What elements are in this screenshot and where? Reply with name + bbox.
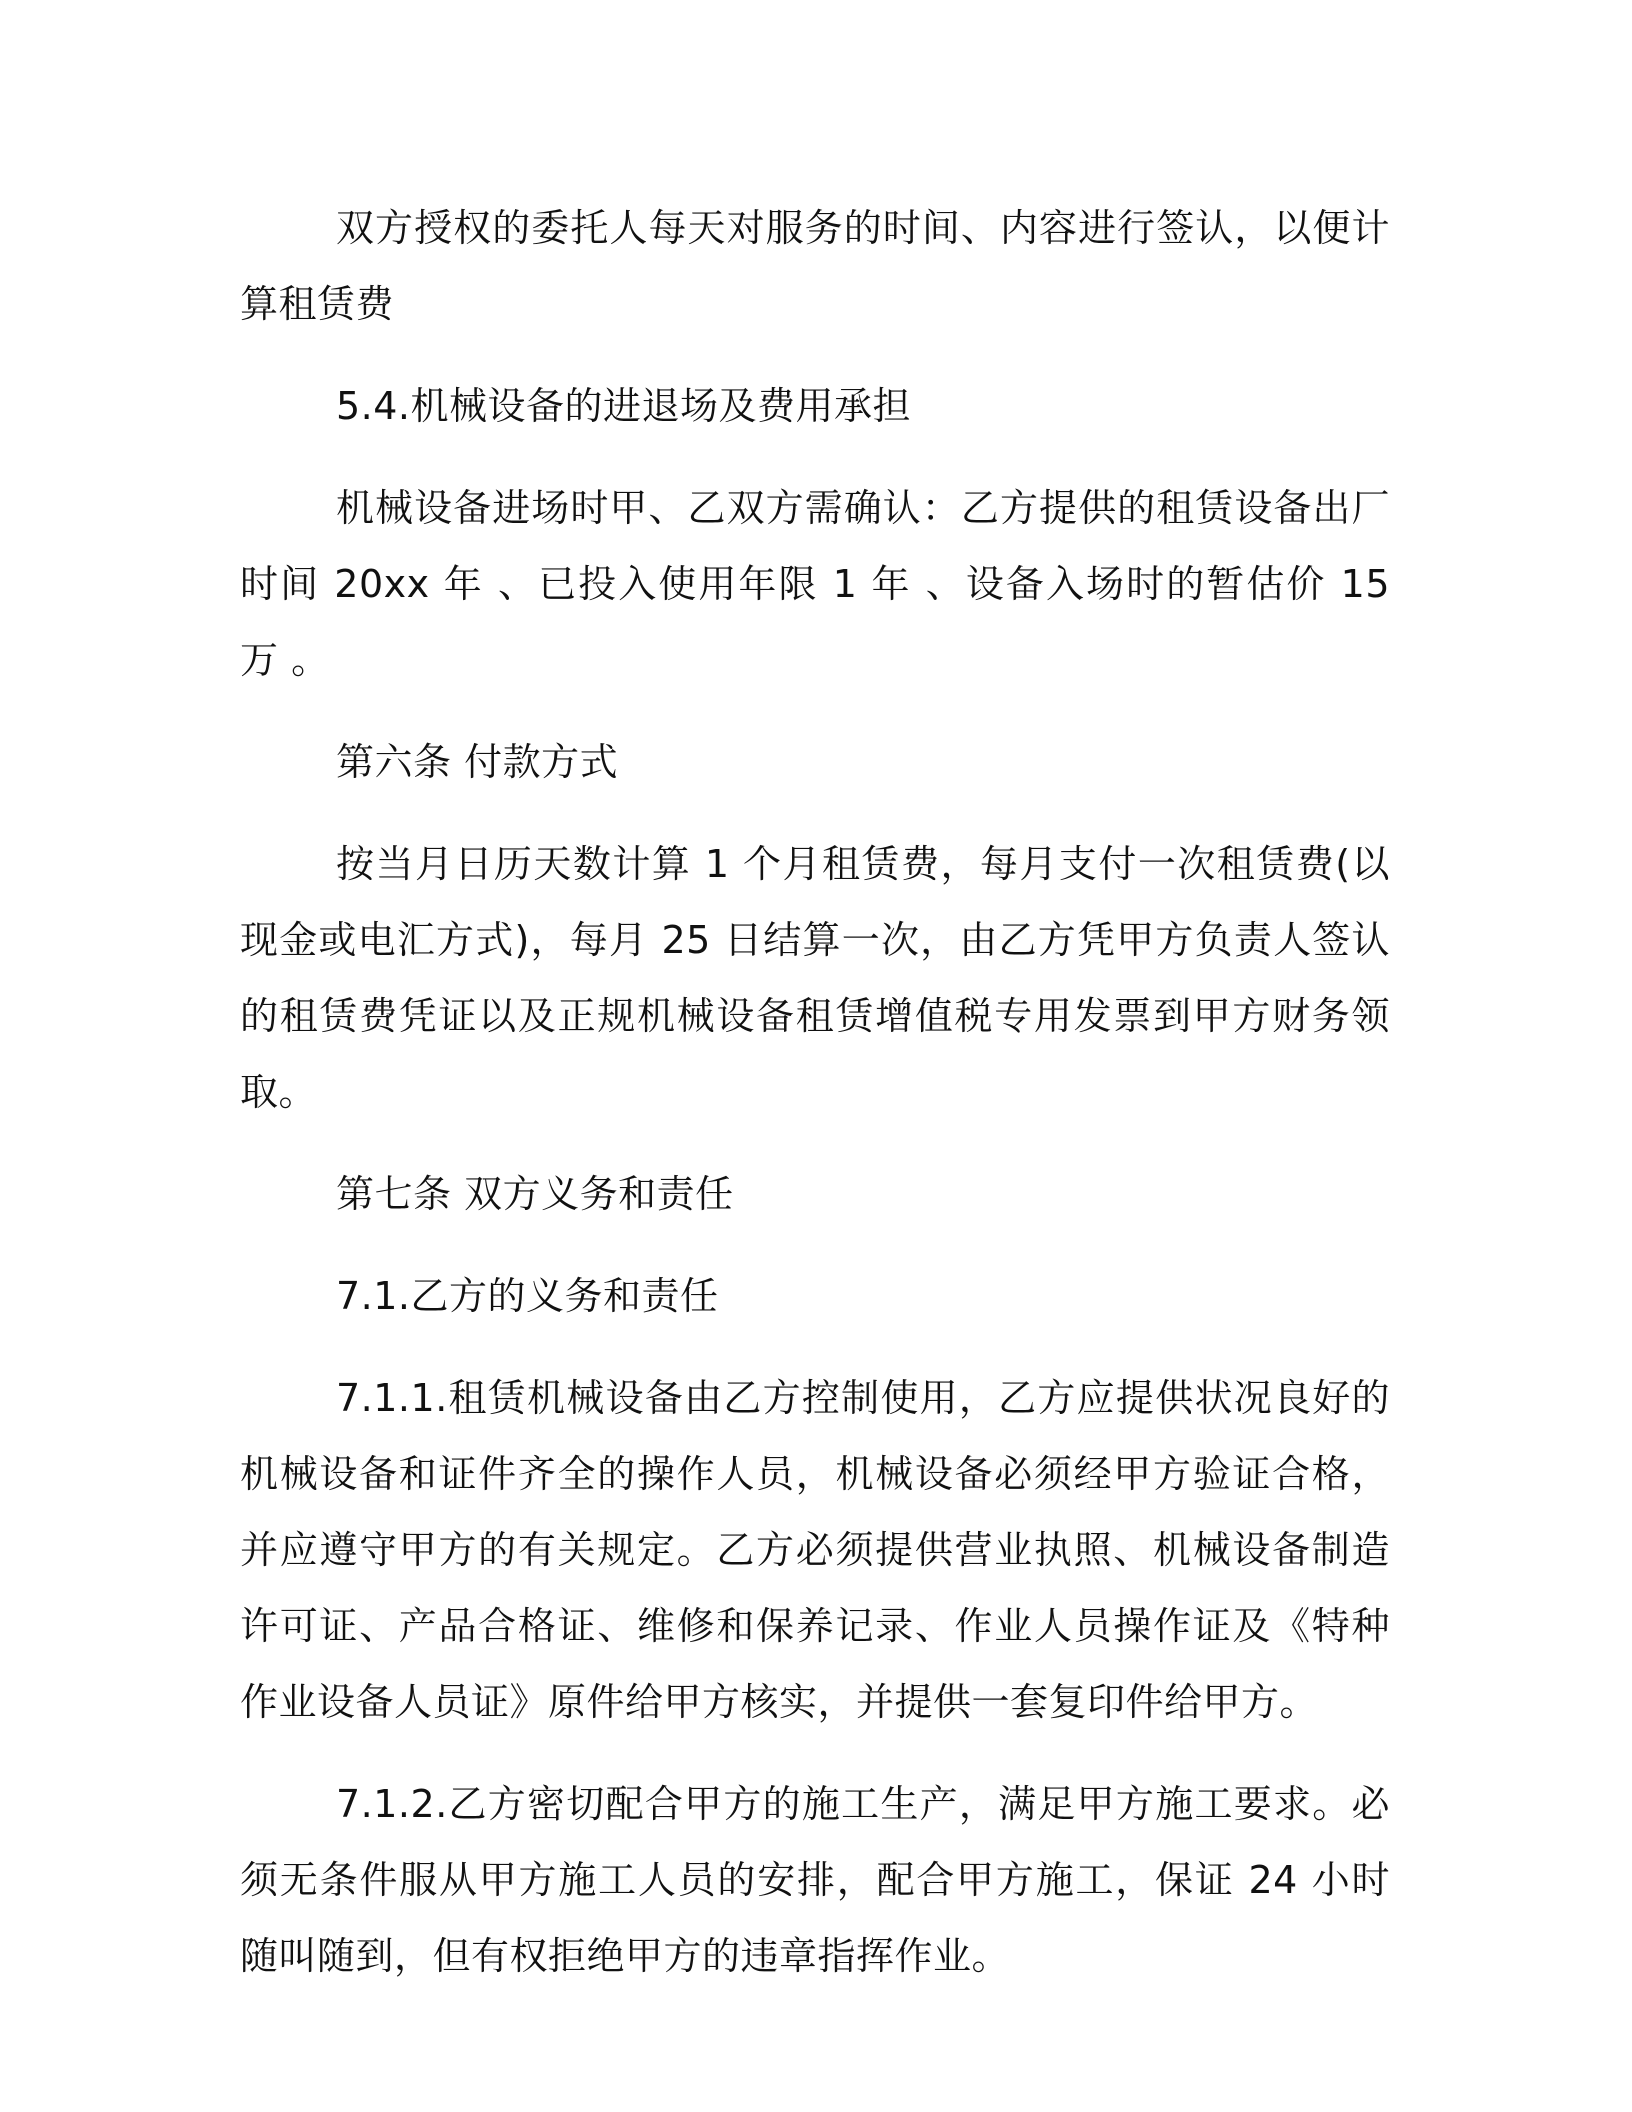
spacer [240, 1232, 1390, 1258]
section-heading-7-1: 7.1.乙方的义务和责任 [336, 1274, 719, 1318]
article-heading-6: 第六条 付款方式 [336, 740, 619, 784]
spacer [240, 1740, 1390, 1766]
section-heading-5-4: 5.4.机械设备的进退场及费用承担 [336, 384, 912, 428]
spacer [240, 1130, 1390, 1156]
paragraph-7-1-1: 7.1.1.租赁机械设备由乙方控制使用，乙方应提供状况良好的机械设备和证件齐全的操作人员，机械设备必须经甲方验证合格，并应遵守甲方的有关规定。乙方必须提供营业执照、机械设备制造许可证、产品合格证、维修和保养记录、作业人员操作证及《特种作业设备人员证》原件给甲方核实，并提供一套复印件给甲方。 [240, 1376, 1390, 1724]
paragraph-payment-method: 按当月日历天数计算 1 个月租赁费，每月支付一次租赁费(以现金或电汇方式)，每月 25 日结算一次，由乙方凭甲方负责人签认的租赁费凭证以及正规机械设备租赁增值税专用发票到甲方财务领取。 [240, 842, 1390, 1114]
spacer [240, 1334, 1390, 1360]
document-page [240, 190, 1390, 1994]
spacer [240, 800, 1390, 826]
paragraph-rental-sign-off: 双方授权的委托人每天对服务的时间、内容进行签认，以便计算租赁费 [240, 206, 1390, 326]
spacer [240, 342, 1390, 368]
spacer [240, 444, 1390, 470]
paragraph-7-1-2: 7.1.2.乙方密切配合甲方的施工生产，满足甲方施工要求。必须无条件服从甲方施工人员的安排，配合甲方施工，保证 24 小时随叫随到，但有权拒绝甲方的违章指挥作业。 [240, 1782, 1390, 1978]
paragraph-equipment-entry: 机械设备进场时甲、乙双方需确认：乙方提供的租赁设备出厂时间 20xx 年 、已投入使用年限 1 年 、设备入场时的暂估价 15 万 。 [240, 486, 1390, 682]
spacer [240, 698, 1390, 724]
article-heading-7: 第七条 双方义务和责任 [336, 1172, 734, 1216]
